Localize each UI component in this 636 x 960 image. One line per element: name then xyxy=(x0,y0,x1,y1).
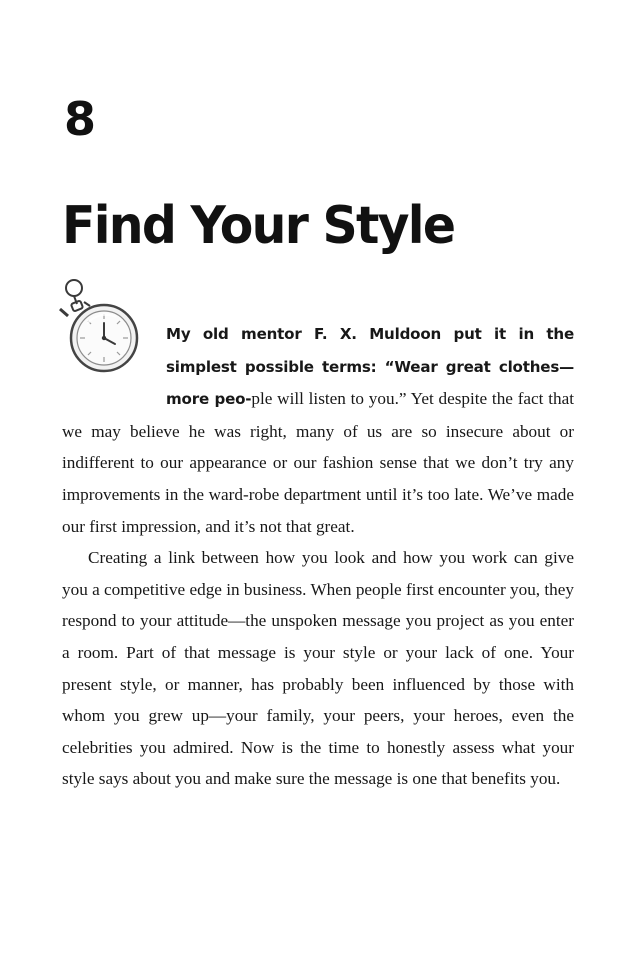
paragraph-1-rest: Yet despite the fact that we may believe he was right, many of us are so insecure about or indifferent to our appearance or our fashion sense that we don’t try any improvements in the ward-robe department until it’s too late. We’ve made our first impression, and it’s not that great. xyxy=(62,389,574,536)
ornament-text-wrap xyxy=(62,318,166,410)
lead-in-text: My old mentor F. X. Muldoon put it in the simplest possible terms: “Wear great clothes—more peo- xyxy=(166,325,574,409)
lead-in-continuation: ple will listen to you.” xyxy=(251,389,407,409)
chapter-number: 8 xyxy=(64,92,96,146)
body-text xyxy=(62,318,574,795)
paragraph-2: Creating a link between how you look and how you work can give you a competitive edge in business. When people first encounter you, they respond to your attitude—the unspoken message you project as you enter a room. Part of that message is your style or your lack of one. Your present style, or manner, has probably been influenced by those with whom you grew up—your family, your peers, your heroes, even the celebrities you admired. Now is the time to honestly assess what your style says about you and make sure the message is one that benefits you. xyxy=(62,548,574,789)
page-title: Find Your Style xyxy=(62,195,455,256)
